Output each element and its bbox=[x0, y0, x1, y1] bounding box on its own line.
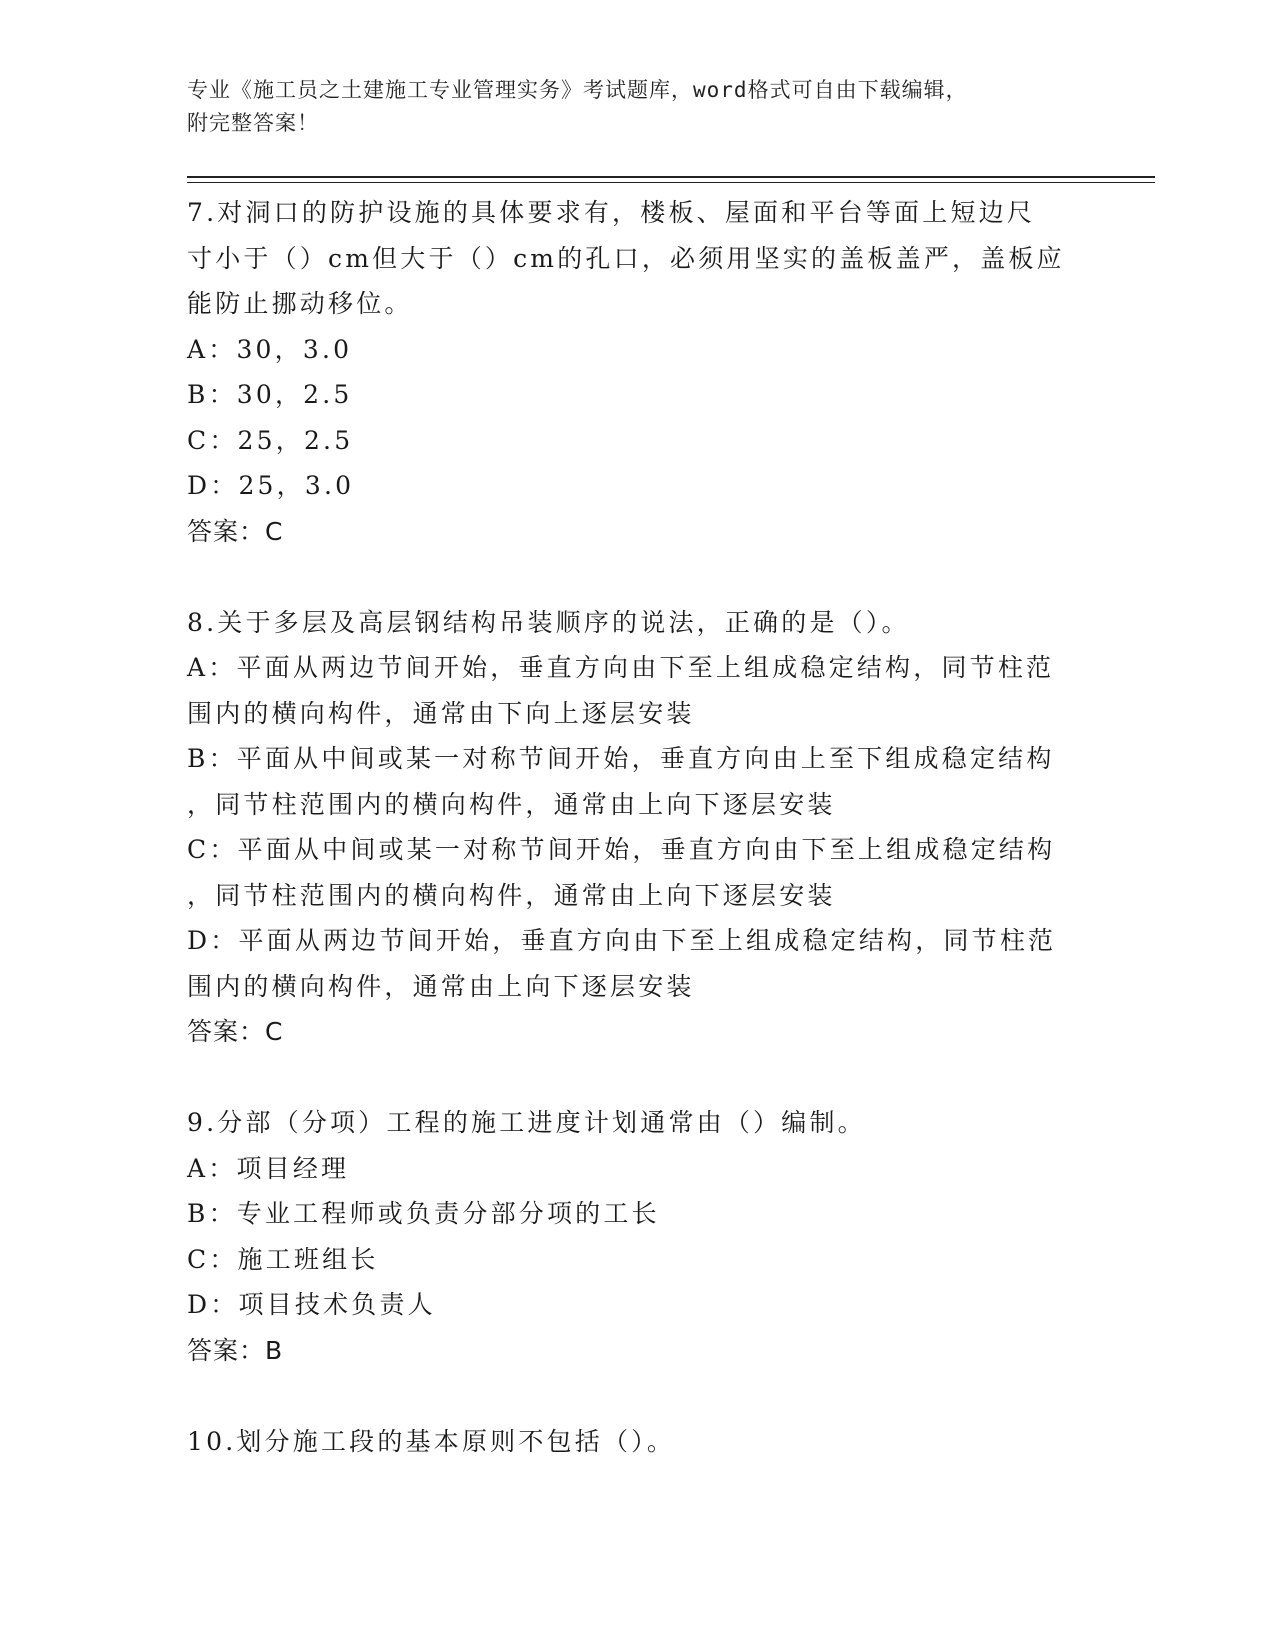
option-d: D：项目技术负责人 bbox=[187, 1290, 436, 1319]
question-stem-line: 7.对洞口的防护设施的具体要求有，楼板、屋面和平台等面上短边尺 bbox=[187, 198, 1036, 227]
question-stem-line: 能防止挪动移位。 bbox=[187, 289, 413, 318]
option-c: C：平面从中间或某一对称节间开始，垂直方向由下至上组成稳定结构 bbox=[187, 835, 1056, 864]
option-a: A：30，3.0 bbox=[187, 334, 353, 364]
question-list bbox=[187, 190, 1087, 1464]
question-stem-line: 8.关于多层及高层钢结构吊装顺序的说法，正确的是（）。 bbox=[187, 607, 910, 637]
option-d: D：25，3.0 bbox=[187, 471, 355, 500]
option-b: B：平面从中间或某一对称节间开始，垂直方向由上至下组成稳定结构 bbox=[187, 744, 1055, 773]
question-spacer bbox=[187, 1373, 1087, 1419]
answer-label: 答案：C bbox=[187, 1017, 284, 1046]
question-spacer bbox=[187, 554, 1087, 600]
header-divider-thick bbox=[187, 176, 1155, 178]
answer-label: 答案：B bbox=[187, 1335, 284, 1365]
header-line-2: 附完整答案！ bbox=[187, 111, 319, 135]
question-stem-line: 9.分部（分项）工程的施工进度计划通常由（）编制。 bbox=[187, 1108, 866, 1137]
header-line-1: 专业《施工员之土建施工专业管理实务》考试题库，word格式可自由下载编辑， bbox=[187, 78, 968, 102]
option-d-continued: 围内的横向构件，通常由上向下逐层安装 bbox=[187, 971, 695, 1001]
question-10 bbox=[187, 1419, 1087, 1465]
question-7 bbox=[187, 190, 1087, 554]
option-b-continued: ，同节柱范围内的横向构件，通常由上向下逐层安装 bbox=[187, 789, 836, 819]
option-b: B：30，2.5 bbox=[187, 380, 353, 409]
question-9 bbox=[187, 1100, 1087, 1373]
document-header bbox=[187, 74, 1067, 140]
option-a: A：项目经理 bbox=[187, 1153, 350, 1183]
question-stem-line: 10.划分施工段的基本原则不包括（）。 bbox=[187, 1426, 676, 1456]
option-d: D：平面从两边节间开始，垂直方向由下至上组成稳定结构，同节柱范 bbox=[187, 926, 1057, 955]
header-divider-thin bbox=[187, 182, 1155, 183]
option-c: C：施工班组长 bbox=[187, 1244, 379, 1274]
option-a: A：平面从两边节间开始，垂直方向由下至上组成稳定结构，同节柱范 bbox=[187, 653, 1055, 682]
question-8 bbox=[187, 600, 1087, 1055]
question-spacer bbox=[187, 1055, 1087, 1101]
option-c: C：25，2.5 bbox=[187, 425, 354, 455]
question-stem-line: 寸小于（）cm但大于（）cm的孔口，必须用坚实的盖板盖严，盖板应 bbox=[187, 243, 1065, 273]
option-c-continued: ，同节柱范围内的横向构件，通常由上向下逐层安装 bbox=[187, 880, 836, 910]
answer-label: 答案：C bbox=[187, 516, 284, 546]
option-a-continued: 围内的横向构件，通常由下向上逐层安装 bbox=[187, 698, 695, 728]
option-b: B：专业工程师或负责分部分项的工长 bbox=[187, 1199, 660, 1228]
